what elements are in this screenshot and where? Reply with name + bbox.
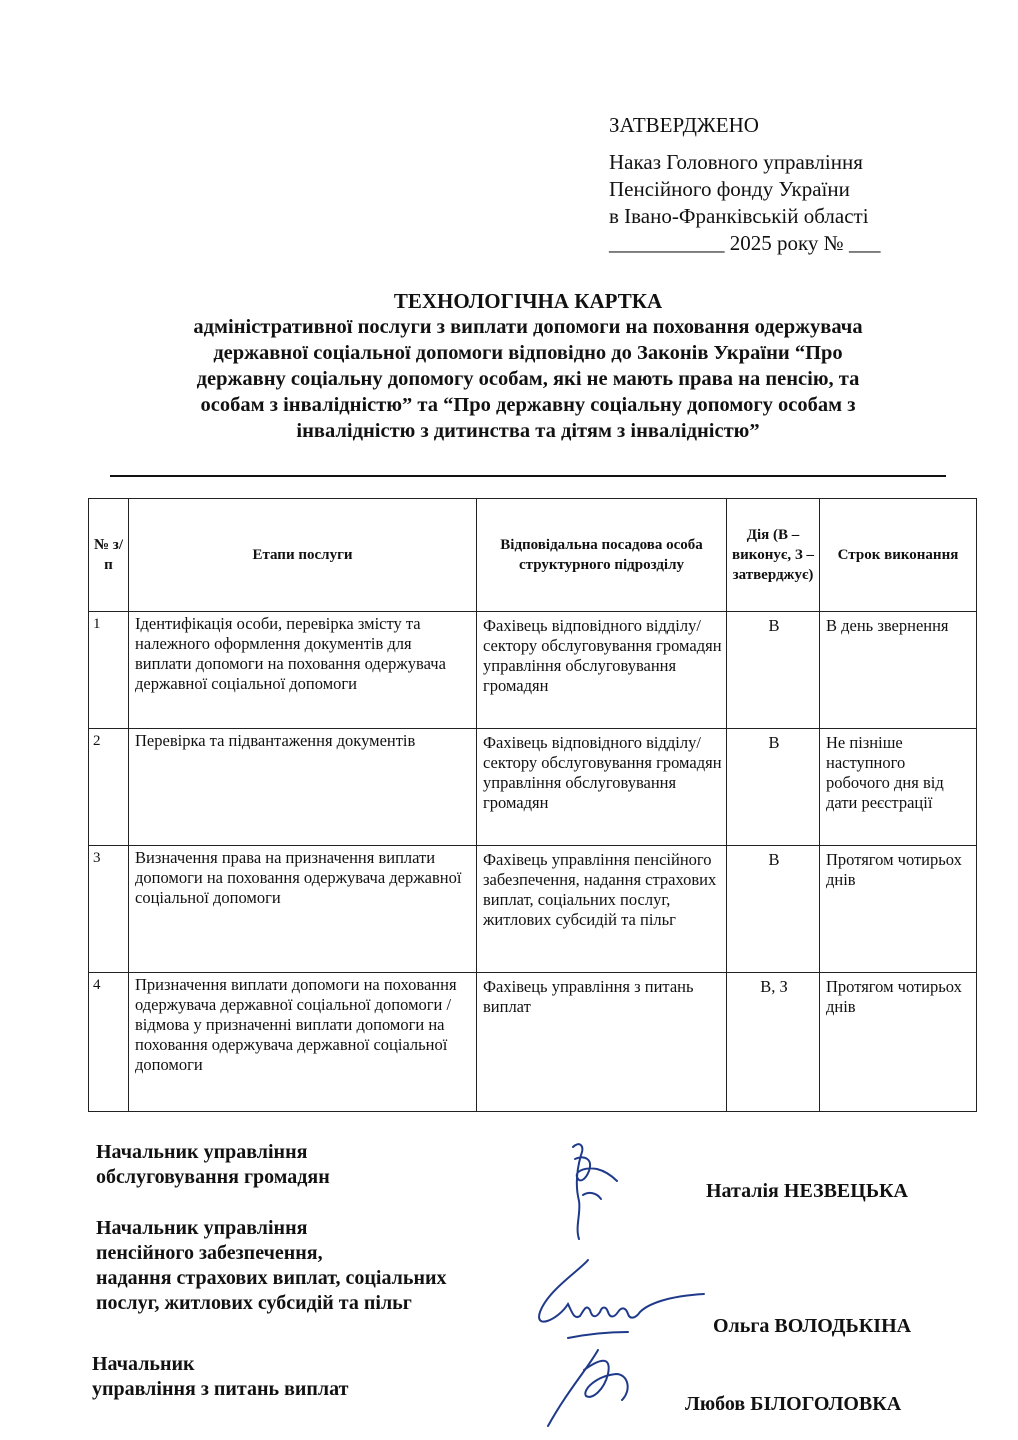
handwritten-signature-1 xyxy=(545,1135,635,1245)
signatory-position-line: пенсійного забезпечення, xyxy=(96,1242,323,1264)
approval-heading: ЗАТВЕРДЖЕНО xyxy=(609,113,759,137)
row-stage: Ідентифікація особи, перевірка змісту та належного оформлення документів для виплати допомоги на поховання одержувача державної соціальної допомоги xyxy=(129,612,477,729)
document-title xyxy=(110,288,946,444)
table-row xyxy=(89,612,977,729)
title-line: інвалідністю з дитинства та дітям з інвалідністю” xyxy=(296,420,760,442)
row-term: Протягом чотирьох днів xyxy=(820,973,977,1112)
signatory-name: Наталія НЕЗВЕЦЬКА xyxy=(706,1180,908,1202)
approval-line: Пенсійного фонду України xyxy=(609,177,850,201)
row-num: 4 xyxy=(89,973,129,1112)
approval-line: Наказ Головного управління xyxy=(609,150,863,174)
signatory-position xyxy=(96,1216,447,1316)
approval-line: в Івано-Франківській області xyxy=(609,204,869,228)
header-action: Дія (В – виконує, З – затверджує) xyxy=(727,499,820,612)
approval-block xyxy=(609,112,880,257)
row-responsible: Фахівець управління пенсійного забезпечення, надання страхових виплат, соціальних послуг, житлових субсидій та пільг xyxy=(477,846,727,973)
header-stage: Етапи послуги xyxy=(129,499,477,612)
signatory-position xyxy=(96,1140,330,1190)
row-num: 3 xyxy=(89,846,129,973)
signatory-position-line: обслуговування громадян xyxy=(96,1166,330,1188)
row-action: В xyxy=(727,846,820,973)
title-line: державну соціальну допомогу особам, які не мають права на пенсію, та xyxy=(196,368,860,390)
row-action: В, З xyxy=(727,973,820,1112)
signatory-name: Любов БІЛОГОЛОВКА xyxy=(685,1393,902,1415)
row-responsible: Фахівець відповідного відділу/сектору обслуговування громадян управління обслуговування громадян xyxy=(477,612,727,729)
signatory-position xyxy=(92,1352,348,1402)
signatory-position-line: надання страхових виплат, соціальних xyxy=(96,1267,447,1289)
row-responsible: Фахівець управління з питань виплат xyxy=(477,973,727,1112)
row-term: Не пізніше наступного робочого дня від дати реєстрації xyxy=(820,729,977,846)
signature-stroke xyxy=(539,1260,704,1322)
header-term: Строк виконання xyxy=(820,499,977,612)
signatory-name: Ольга ВОЛОДЬКІНА xyxy=(713,1315,912,1337)
title-main: ТЕХНОЛОГІЧНА КАРТКА xyxy=(393,289,663,313)
row-stage: Призначення виплати допомоги на поховання одержувача державної соціальної допомоги / відмова у призначенні виплати допомоги на поховання одержувача державної соціальної допомоги xyxy=(129,973,477,1112)
row-responsible: Фахівець відповідного відділу/сектору обслуговування громадян управління обслуговування громадян xyxy=(477,729,727,846)
signatory-position-line: Начальник управління xyxy=(96,1141,308,1163)
title-line: особам з інвалідністю” та “Про державну соціальну допомогу особам з xyxy=(200,394,856,416)
table-row xyxy=(89,846,977,973)
signature-stroke xyxy=(548,1332,628,1426)
table-row xyxy=(89,729,977,846)
table-row xyxy=(89,973,977,1112)
row-num: 1 xyxy=(89,612,129,729)
row-action: В xyxy=(727,729,820,846)
signatory-position-line: управління з питань виплат xyxy=(92,1378,349,1400)
signatory-position-line: послуг, житлових субсидій та пільг xyxy=(96,1292,412,1314)
handwritten-signature-2 xyxy=(528,1250,718,1430)
row-term: В день звернення xyxy=(820,612,977,729)
title-divider xyxy=(110,475,946,477)
title-line: адміністративної послуги з виплати допомоги на поховання одержувача xyxy=(193,316,863,338)
title-line: державної соціальної допомоги відповідно до Законів України “Про xyxy=(213,342,843,364)
header-responsible: Відповідальна посадова особа структурного підрозділу xyxy=(477,499,727,612)
signatory-position-line: Начальник xyxy=(92,1353,195,1375)
table-header-row xyxy=(89,499,977,612)
signature-stroke xyxy=(573,1144,617,1239)
row-stage: Перевірка та підвантаження документів xyxy=(129,729,477,846)
row-action: В xyxy=(727,612,820,729)
row-stage: Визначення права на призначення виплати допомоги на поховання одержувача державної соціальної допомоги xyxy=(129,846,477,973)
row-num: 2 xyxy=(89,729,129,846)
approval-line: ___________ 2025 року № ___ xyxy=(609,231,881,255)
signatory-position-line: Начальник управління xyxy=(96,1217,308,1239)
header-num: № з/п xyxy=(89,499,129,612)
row-term: Протягом чотирьох днів xyxy=(820,846,977,973)
technology-card-table xyxy=(88,498,977,1112)
